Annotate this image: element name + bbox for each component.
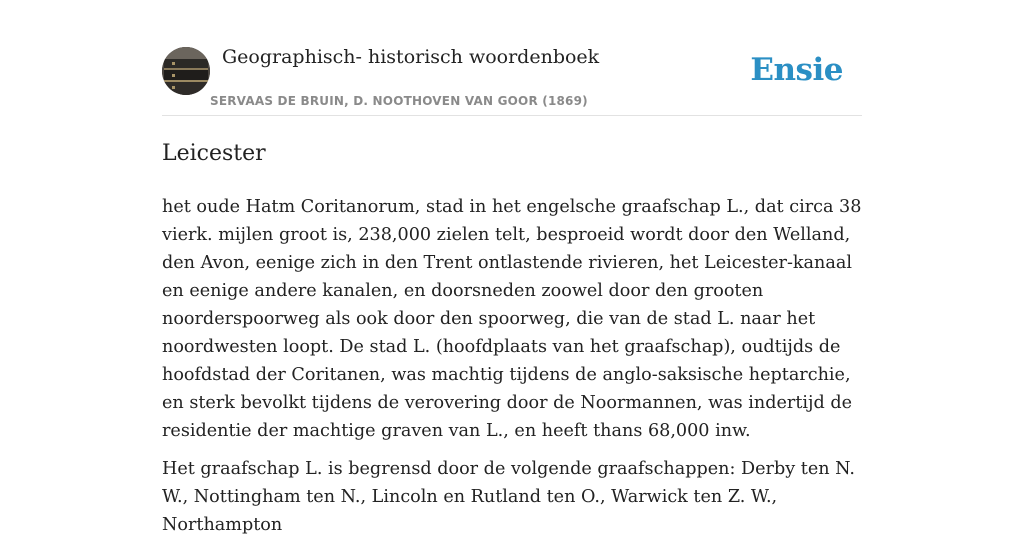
book-spines-icon bbox=[162, 47, 210, 95]
entry-title: Leicester bbox=[162, 141, 266, 166]
source-title[interactable]: Geographisch- historisch woordenboek bbox=[222, 46, 600, 68]
entry-paragraph-1: het oude Hatm Coritanorum, stad in het engelsche graafschap L., dat circa 38 vierk. mijlen groot is, 238,000 zielen telt, besproeid wordt door den Welland, den Avon, eenige zich in den Trent ontlastende rivieren, het Leicester-kanaal en eenige andere kanalen, en doorsneden zoowel door den grooten noorderspoorweg als ook door den spoorweg, die van de stad L. naar het noordwesten loopt. De stad L. (hoofdplaats van het graafschap), oudtijds de hoofdstad der Coritanen, was machtig tijdens de anglo-saksische heptarchie, en sterk bevolkt tijdens de verovering door de Noormannen, was indertijd de residentie der machtige graven van L., en heeft thans 68,000 inw. bbox=[162, 197, 862, 441]
ensie-logo-link[interactable]: Ensie bbox=[750, 52, 843, 88]
source-authors: SERVAAS DE BRUIN, D. NOOTHOVEN VAN GOOR (1869) bbox=[210, 94, 588, 108]
entry-body bbox=[162, 193, 862, 549]
entry-paragraph-2: Het graafschap L. is begrensd door de volgende graafschappen: Derby ten N. W., Nottingham ten N., Lincoln en Rutland ten O., Warwick ten Z. W., Northampton bbox=[162, 459, 856, 535]
page bbox=[162, 0, 862, 535]
source-header bbox=[162, 0, 862, 116]
avatar[interactable] bbox=[162, 47, 210, 95]
